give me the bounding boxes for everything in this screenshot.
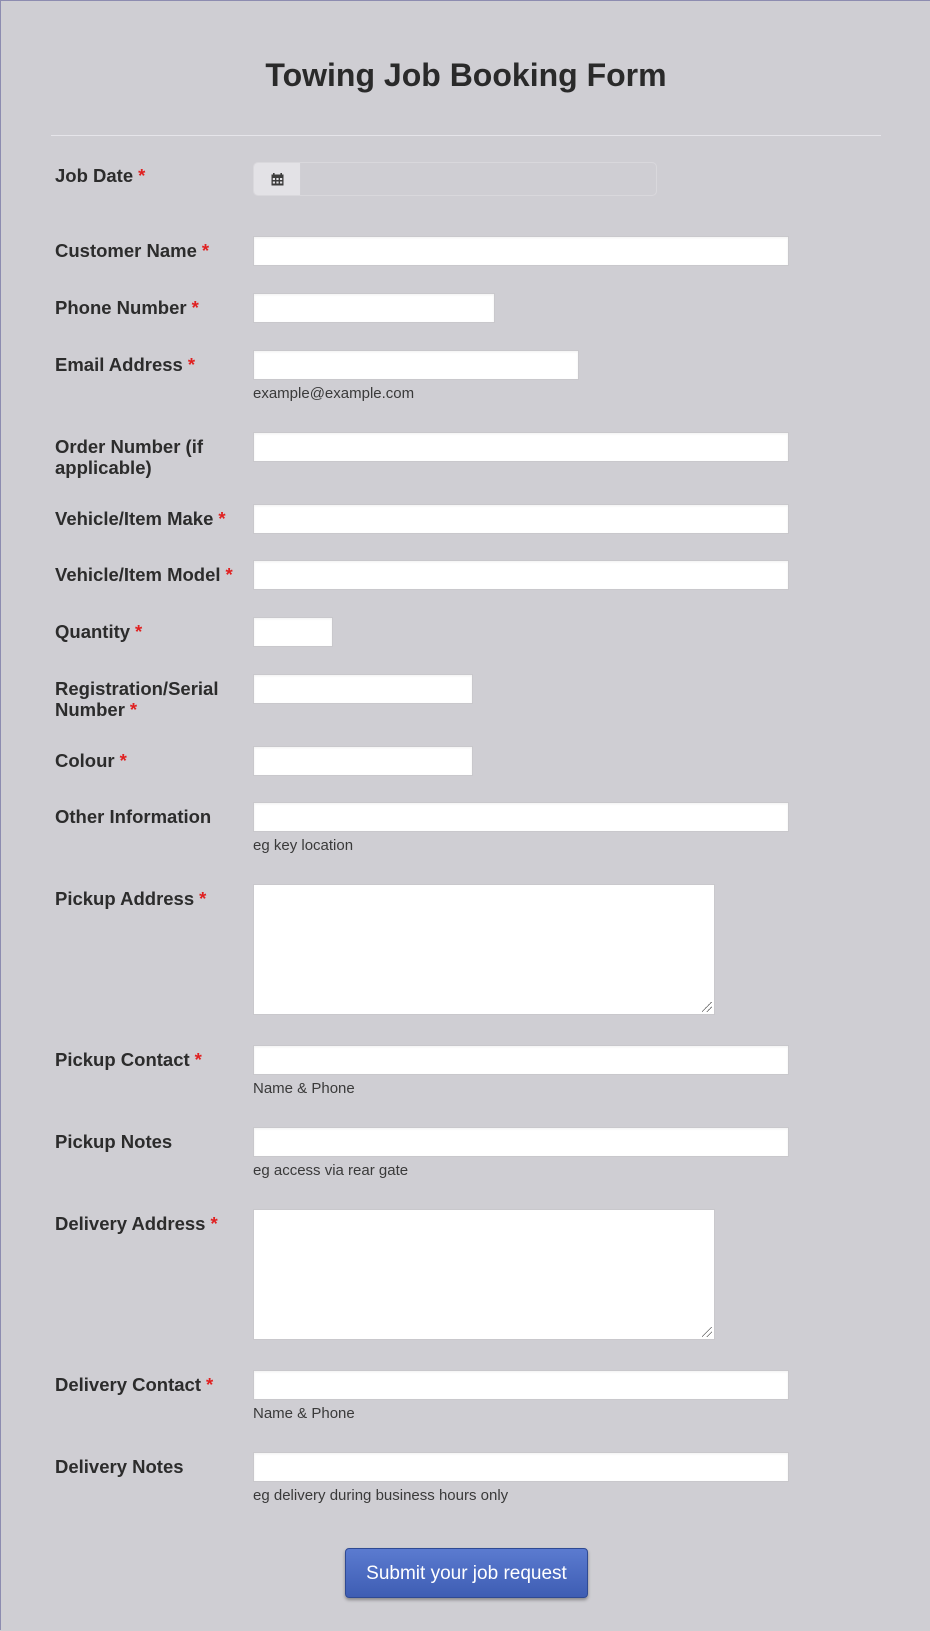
resize-grip-icon[interactable] [702, 1002, 712, 1012]
required-marker: * [138, 165, 146, 186]
required-marker: * [206, 1374, 214, 1395]
customer-name-input[interactable] [253, 236, 789, 266]
pickup-address-textarea[interactable] [253, 884, 715, 1015]
required-marker: * [194, 1049, 202, 1070]
required-marker: * [119, 750, 127, 771]
required-marker: * [191, 297, 199, 318]
pickup-address-label: Pickup Address * [55, 888, 207, 909]
colour-input[interactable] [253, 746, 473, 776]
delivery-notes-input[interactable] [253, 1452, 789, 1482]
booking-form [1, 1, 930, 1631]
required-marker: * [218, 508, 226, 529]
required-marker: * [199, 888, 207, 909]
delivery-address-label: Delivery Address * [55, 1213, 218, 1234]
phone-number-input[interactable] [253, 293, 495, 323]
job-date-label: Job Date * [55, 165, 146, 186]
vehicle-make-input[interactable] [253, 504, 789, 534]
delivery-notes-sublabel: eg delivery during business hours only [253, 1487, 509, 1504]
other-information-sublabel: eg key location [253, 837, 354, 854]
quantity-input[interactable] [253, 617, 333, 647]
title-divider [51, 135, 881, 136]
email-address-input[interactable] [253, 350, 579, 380]
order-number-input[interactable] [253, 432, 789, 462]
registration-input[interactable] [253, 674, 473, 704]
vehicle-make-label: Vehicle/Item Make * [55, 508, 226, 529]
email-address-sublabel: example@example.com [253, 385, 415, 402]
order-number-label: Order Number (if applicable) [55, 436, 204, 478]
registration-label: Registration/Serial Number * [55, 678, 219, 720]
other-information-label: Other Information [55, 806, 212, 827]
delivery-contact-input[interactable] [253, 1370, 789, 1400]
colour-label: Colour * [55, 750, 127, 771]
required-marker: * [201, 240, 210, 261]
pickup-notes-input[interactable] [253, 1127, 789, 1157]
vehicle-model-input[interactable] [253, 560, 789, 590]
email-address-label: Email Address * [55, 354, 196, 375]
delivery-address-textarea[interactable] [253, 1209, 715, 1340]
pickup-notes-sublabel: eg access via rear gate [253, 1162, 409, 1179]
required-marker: * [187, 354, 196, 375]
calendar-button[interactable] [254, 163, 301, 195]
quantity-label: Quantity * [55, 621, 143, 642]
required-marker: * [135, 621, 143, 642]
other-information-input[interactable] [253, 802, 789, 832]
calendar-icon [271, 173, 284, 186]
delivery-contact-sublabel: Name & Phone [253, 1405, 355, 1422]
pickup-notes-label: Pickup Notes [55, 1131, 173, 1152]
submit-button[interactable]: Submit your job request [345, 1548, 588, 1598]
form-title: Towing Job Booking Form [265, 57, 667, 93]
phone-number-label: Phone Number * [55, 297, 199, 318]
pickup-contact-label: Pickup Contact * [55, 1049, 202, 1070]
pickup-contact-sublabel: Name & Phone [253, 1080, 355, 1097]
required-marker: * [210, 1213, 218, 1234]
vehicle-model-label: Vehicle/Item Model * [55, 564, 233, 585]
resize-grip-icon[interactable] [702, 1327, 712, 1337]
customer-name-label: Customer Name * [55, 240, 210, 261]
delivery-contact-label: Delivery Contact * [55, 1374, 214, 1395]
pickup-contact-input[interactable] [253, 1045, 789, 1075]
required-marker: * [225, 564, 233, 585]
required-marker: * [129, 699, 138, 720]
delivery-notes-label: Delivery Notes [55, 1456, 184, 1477]
job-date-field[interactable] [253, 162, 657, 196]
